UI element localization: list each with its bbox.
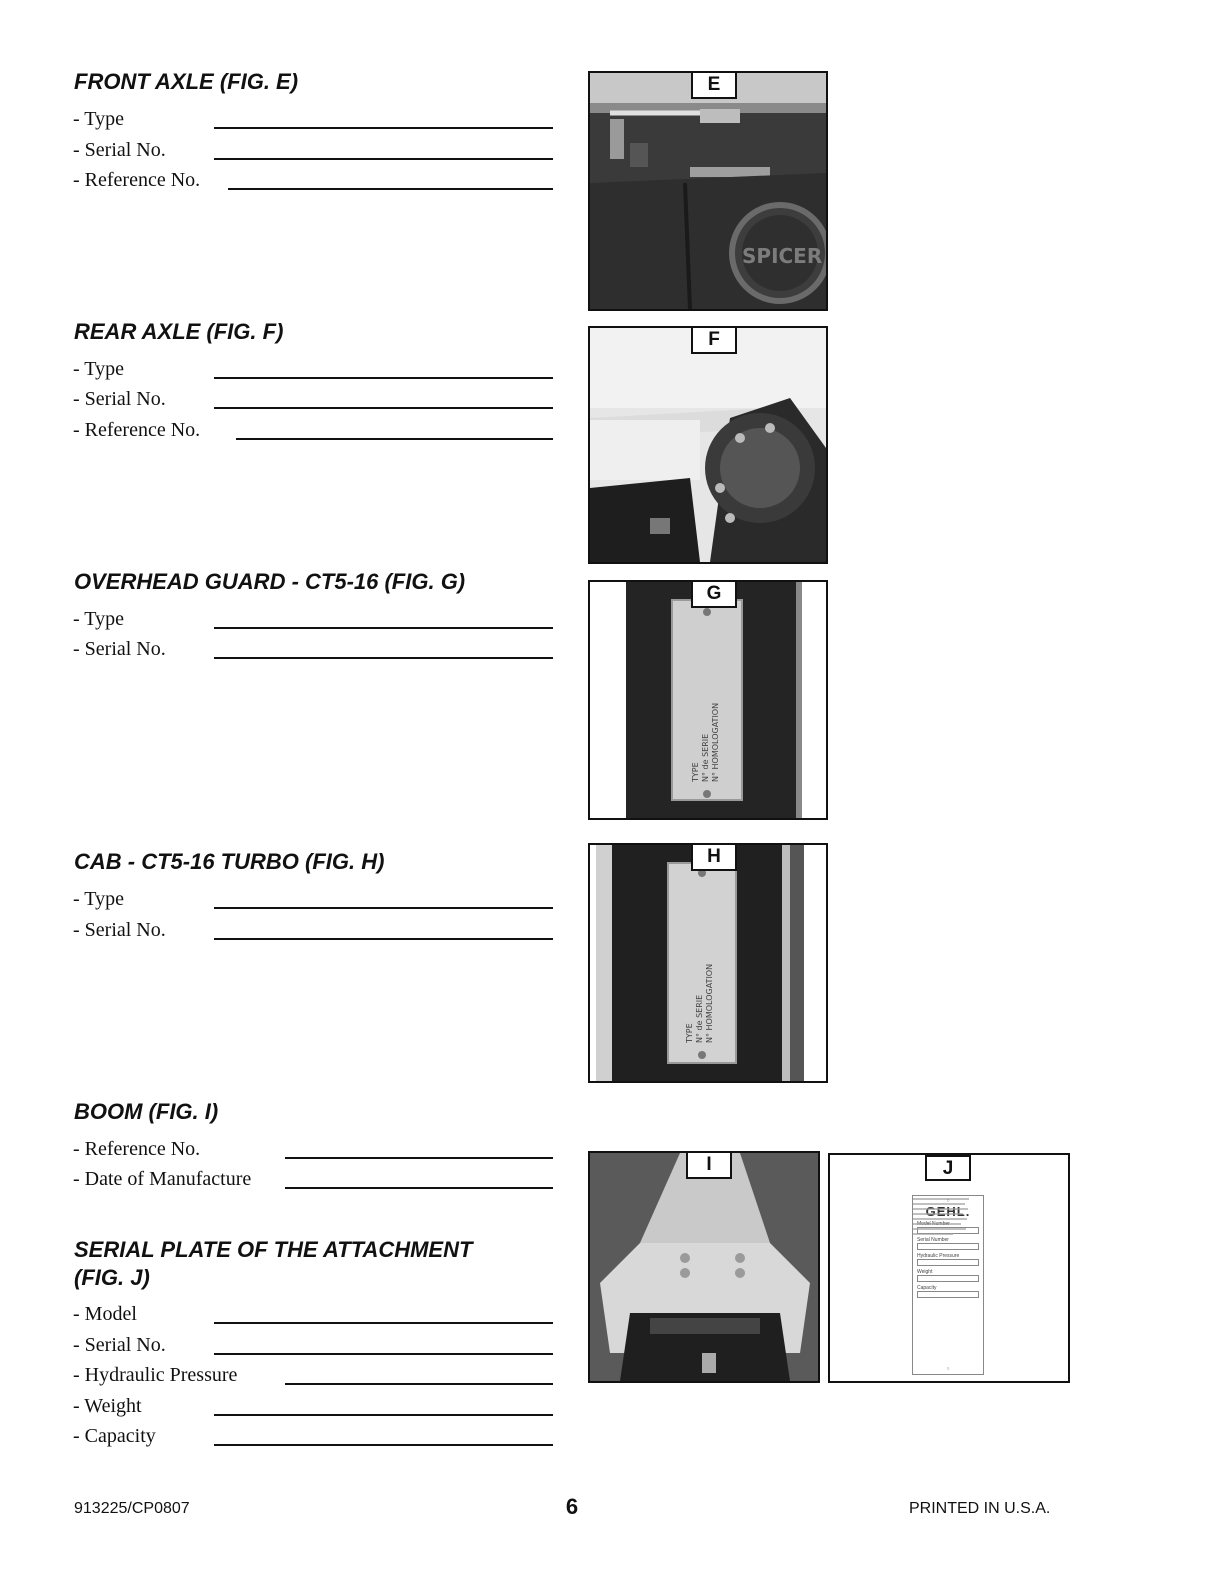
rear-axle-title: REAR AXLE (FIG. F)	[74, 319, 284, 344]
figure-e-photo	[588, 71, 828, 311]
field-label: - Date of Manufacture	[73, 1168, 252, 1190]
rear-axle-photo-illustration	[590, 328, 826, 562]
cab-title: CAB - CT5-16 TURBO (FIG. H)	[74, 849, 385, 874]
plate-field-box	[917, 1275, 979, 1282]
blank-line[interactable]	[214, 657, 553, 659]
front-axle-reference-field	[73, 167, 553, 193]
front-axle-type-field	[73, 106, 553, 132]
figure-j-photo	[828, 1153, 1070, 1383]
figure-g-label: G	[691, 582, 737, 608]
figure-g-photo	[588, 580, 828, 820]
plate-field-label: Serial Number	[917, 1237, 949, 1243]
plate-text-serial: N° de SERIE	[701, 733, 710, 782]
spicer-stamp: SPICER	[742, 244, 823, 268]
plate-text-homologation: N° HOMOLOGATION	[705, 963, 714, 1043]
plate-text-serial: N° de SERIE	[695, 994, 704, 1043]
blank-line[interactable]	[236, 438, 553, 440]
blank-line[interactable]	[214, 1353, 553, 1355]
gehl-logo: GEHL.	[925, 1204, 971, 1219]
plate-fine-print	[913, 1196, 973, 1242]
field-label: - Type	[73, 888, 124, 910]
overhead-guard-title: OVERHEAD GUARD - CT5-16 (FIG. G)	[74, 569, 466, 594]
boom-photo-illustration	[590, 1153, 818, 1381]
front-axle-photo-illustration	[590, 73, 826, 309]
plate-field-label: Weight	[917, 1269, 933, 1275]
attachment-title-line1: SERIAL PLATE OF THE ATTACHMENT	[74, 1237, 473, 1262]
field-label: - Serial No.	[73, 638, 166, 660]
boom-date-field	[73, 1166, 553, 1192]
field-label: - Serial No.	[73, 388, 166, 410]
overhead-guard-type-field	[73, 606, 553, 632]
figure-i-photo	[588, 1151, 820, 1383]
blank-line[interactable]	[228, 188, 553, 190]
plate-text-type: TYPE	[685, 1023, 694, 1043]
figure-j-label: J	[925, 1155, 971, 1181]
field-label: - Model	[73, 1303, 137, 1325]
blank-line[interactable]	[214, 158, 553, 160]
plate-text-type: TYPE	[691, 762, 700, 782]
field-label: - Type	[73, 608, 124, 630]
attachment-title-line2: (FIG. J)	[74, 1265, 150, 1290]
field-label: - Reference No.	[73, 1138, 201, 1160]
blank-line[interactable]	[214, 127, 553, 129]
blank-line[interactable]	[214, 1414, 553, 1416]
field-label: - Type	[73, 358, 124, 380]
figure-f-photo	[588, 326, 828, 564]
front-axle-serial-field	[73, 137, 553, 163]
field-label: - Type	[73, 108, 124, 130]
overhead-guard-serial-field	[73, 636, 553, 662]
figure-h-label: H	[691, 845, 737, 871]
page-number: 6	[565, 1494, 579, 1519]
figure-e-label: E	[691, 73, 737, 99]
plate-top-hole-icon: ○	[946, 1198, 950, 1204]
attachment-title	[74, 1236, 472, 1292]
blank-line[interactable]	[214, 407, 553, 409]
field-label: - Serial No.	[73, 919, 166, 941]
blank-line[interactable]	[214, 627, 553, 629]
plate-field-label: Capacity	[917, 1285, 937, 1291]
boom-title: BOOM (FIG. I)	[74, 1099, 219, 1124]
figure-f-label: F	[691, 328, 737, 354]
field-label: - Serial No.	[73, 139, 166, 161]
document-number: 913225/CP0807	[74, 1500, 190, 1517]
blank-line[interactable]	[214, 938, 553, 940]
blank-line[interactable]	[285, 1187, 553, 1189]
attachment-model-field	[73, 1301, 553, 1327]
cab-photo-illustration	[590, 845, 826, 1081]
blank-line[interactable]	[214, 1322, 553, 1324]
plate-field-label: Model Number	[917, 1221, 950, 1227]
figure-i-label: I	[686, 1153, 732, 1179]
field-label: - Reference No.	[73, 419, 201, 441]
plate-field-box	[917, 1259, 979, 1266]
blank-line[interactable]	[285, 1157, 553, 1159]
plate-field-box	[917, 1291, 979, 1298]
overhead-guard-photo-illustration	[590, 582, 826, 818]
blank-line[interactable]	[285, 1383, 553, 1385]
attachment-hydraulic-field	[73, 1362, 553, 1388]
attachment-serial-field	[73, 1332, 553, 1358]
rear-axle-reference-field	[73, 417, 553, 443]
plate-field-box	[917, 1243, 979, 1250]
blank-line[interactable]	[214, 907, 553, 909]
rear-axle-serial-field	[73, 386, 553, 412]
rear-axle-type-field	[73, 356, 553, 382]
printed-in-note: PRINTED IN U.S.A.	[909, 1500, 1051, 1517]
front-axle-title: FRONT AXLE (FIG. E)	[74, 69, 299, 94]
plate-field-label: Hydraulic Pressure	[917, 1253, 960, 1259]
plate-bottom-hole-icon: ○	[946, 1366, 950, 1372]
field-label: - Weight	[73, 1395, 142, 1417]
attachment-capacity-field	[73, 1423, 553, 1449]
blank-line[interactable]	[214, 377, 553, 379]
field-label: - Capacity	[73, 1425, 156, 1447]
boom-reference-field	[73, 1136, 553, 1162]
cab-type-field	[73, 886, 553, 912]
gehl-serial-plate	[912, 1195, 984, 1375]
blank-line[interactable]	[214, 1444, 553, 1446]
field-label: - Reference No.	[73, 169, 201, 191]
field-label: - Hydraulic Pressure	[73, 1364, 238, 1386]
plate-text-homologation: N° HOMOLOGATION	[711, 702, 720, 782]
attachment-weight-field	[73, 1393, 553, 1419]
figure-h-photo	[588, 843, 828, 1083]
cab-serial-field	[73, 917, 553, 943]
field-label: - Serial No.	[73, 1334, 166, 1356]
